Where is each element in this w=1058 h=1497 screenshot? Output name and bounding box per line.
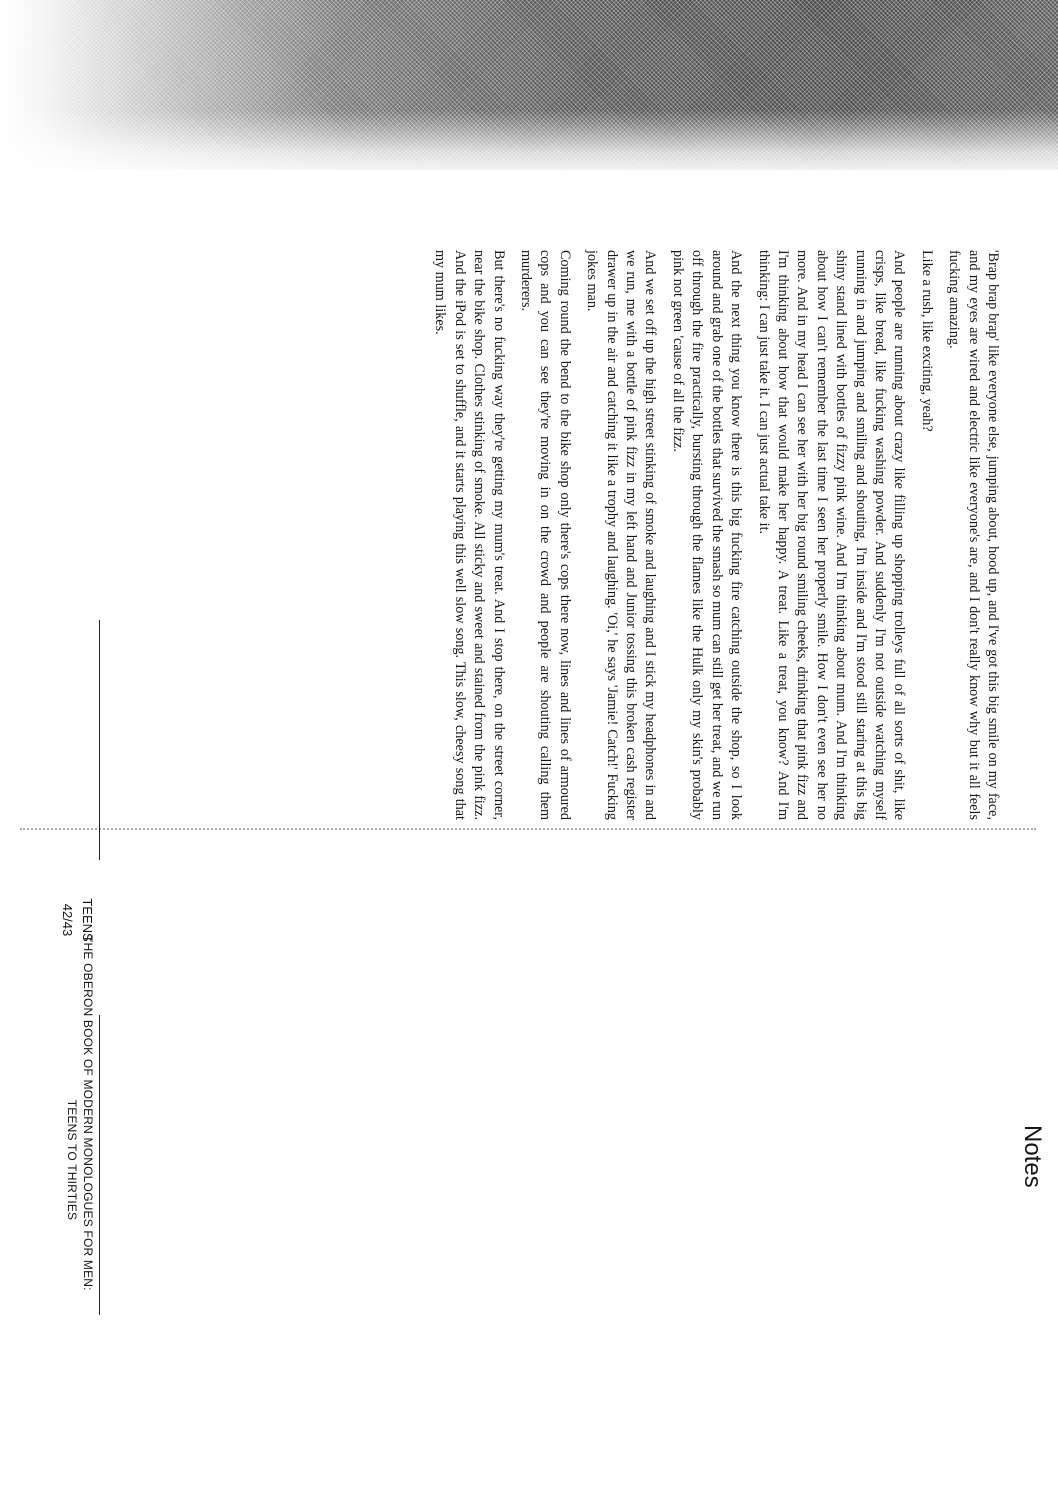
book-title xyxy=(64,935,96,1385)
scan-shadow-fade xyxy=(0,110,1058,180)
book-subtitle-line: TEENS TO THIRTIES xyxy=(65,1099,79,1221)
notes-rule xyxy=(99,1015,100,1315)
footer-section-label: TEENS xyxy=(80,898,95,942)
page-numbers: 42/43 xyxy=(60,903,75,937)
monologue-paragraph: But there's no fucking way they're getting my mum's treat. And I stop there, on the street corner, near the bike shop. Clothes stinking of smoke. All sticky and sweet and stained from the pink fizz. And the iPod is set to shuffle, and it starts playing this well slow song. This slow, cheesy song that my mum likes. xyxy=(432,250,507,820)
page-gutter-line xyxy=(20,828,1036,830)
monologue-paragraph: Coming round the bend to the bike shop only there's cops there now, lines and lines of armoured cops and you can see they're moving in on the crowd and people are shouting calling them murderers. xyxy=(518,250,573,820)
monologue-paragraph: And we set off up the high street stinking of smoke and laughing and I stick my headphones in and we run, me with a bottle of pink fizz in my left hand and Junior tossing this broken cash register drawer up in the air and catching it like a trophy and laughing. 'Oi,' he says 'Jamie! Catch!' Fucking jokes man. xyxy=(584,250,659,820)
monologue-paragraph: 'Brap brap brap' like everyone else, jumping about, hood up, and I've got this big smile on my face, and my eyes are wired and electric like everyone's are, and I don't really know why but it all feels fucking amazing. xyxy=(946,250,1001,820)
footer-rule xyxy=(99,620,100,860)
monologue-paragraph: And people are running about crazy like filling up shopping trolleys full of all sorts of shit, like crisps, like bread, like fucking washing powder. And suddenly I'm not outside watching myself running in and jumping and smiling and shouting, I'm inside and I'm stood still staring at this big shiny stand lined with bottles of fizzy pink wine. And I'm thinking about mum. And I'm thinking about how I can't remember the last time I seen her properly smile. How I don't even see her no more. And in my head I can see her with her big round smiling cheeks, drinking that pink fizz and I'm thinking about how that would make her happy. A treat. Like a treat, you know? And I'm thinking: I can just take it. I can just actual take it. xyxy=(755,250,908,820)
monologue-text xyxy=(422,250,1002,820)
book-title-line: THE OBERON BOOK OF MODERN MONOLOGUES FOR MEN: xyxy=(81,935,95,1291)
notes-heading: Notes xyxy=(1019,1125,1046,1188)
monologue-paragraph: And the next thing you know there is this big fucking fire catching outside the shop, so I look around and grab one of the bottles that survived the smash so mum can still get her treat, and we run off through the fire practically, bursting through the flames like the Hulk only my skin's probably pink not green 'cause of all the fizz. xyxy=(669,250,745,820)
monologue-paragraph: Like a rush, like exciting, yeah? xyxy=(918,250,935,432)
